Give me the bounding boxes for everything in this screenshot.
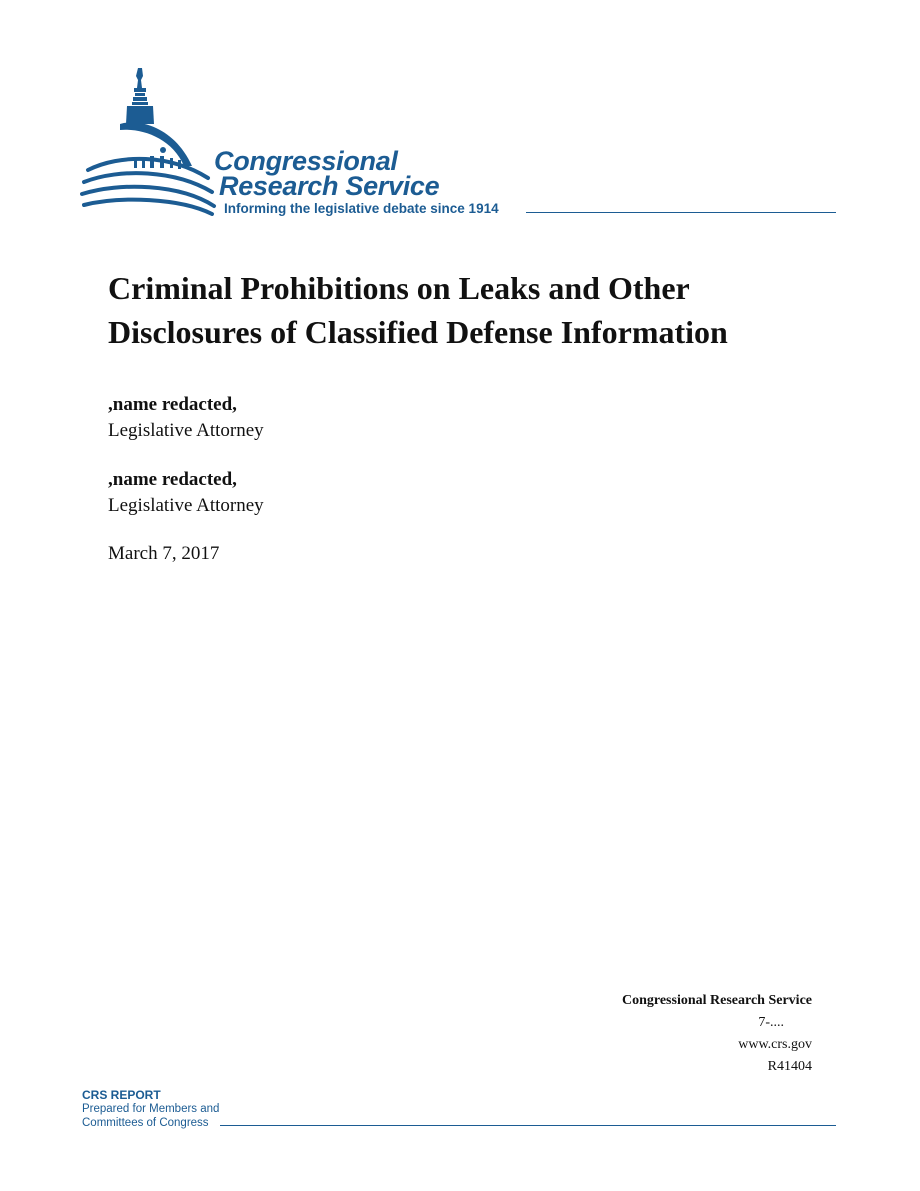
crs-website-link[interactable]: www.crs.gov <box>738 1037 812 1052</box>
header-divider <box>526 212 836 213</box>
report-title-line1: Criminal Prohibitions on Leaks and Other <box>108 270 690 306</box>
report-number: R41404 <box>767 1059 812 1074</box>
crs-organization-name: Congressional Research Service <box>621 993 812 1008</box>
brand-name-line1: Congressional <box>214 146 398 176</box>
author-entry <box>108 467 264 519</box>
author-role: Legislative Attorney <box>108 420 264 441</box>
brand-tagline: Informing the legislative debate since 1914 <box>224 201 499 216</box>
crs-contact-block <box>622 990 812 1078</box>
author-role: Legislative Attorney <box>108 495 264 516</box>
capitol-dome-icon <box>80 66 220 216</box>
footer-report-label <box>82 1088 219 1130</box>
footer-divider <box>220 1125 836 1126</box>
author-name: ,name redacted, <box>108 394 237 415</box>
crs-phone: 7-.... <box>758 1015 784 1030</box>
report-date: March 7, 2017 <box>108 543 220 564</box>
footer-line2: Committees of Congress <box>82 1117 209 1129</box>
report-title <box>108 266 868 354</box>
author-name: ,name redacted, <box>108 469 237 490</box>
brand-name-line2: Research Service <box>219 171 440 201</box>
footer-report-title: CRS REPORT <box>82 1088 161 1102</box>
report-title-line2: Disclosures of Classified Defense Information <box>108 314 728 350</box>
author-entry <box>108 392 264 444</box>
footer-line1: Prepared for Members and <box>82 1103 220 1115</box>
